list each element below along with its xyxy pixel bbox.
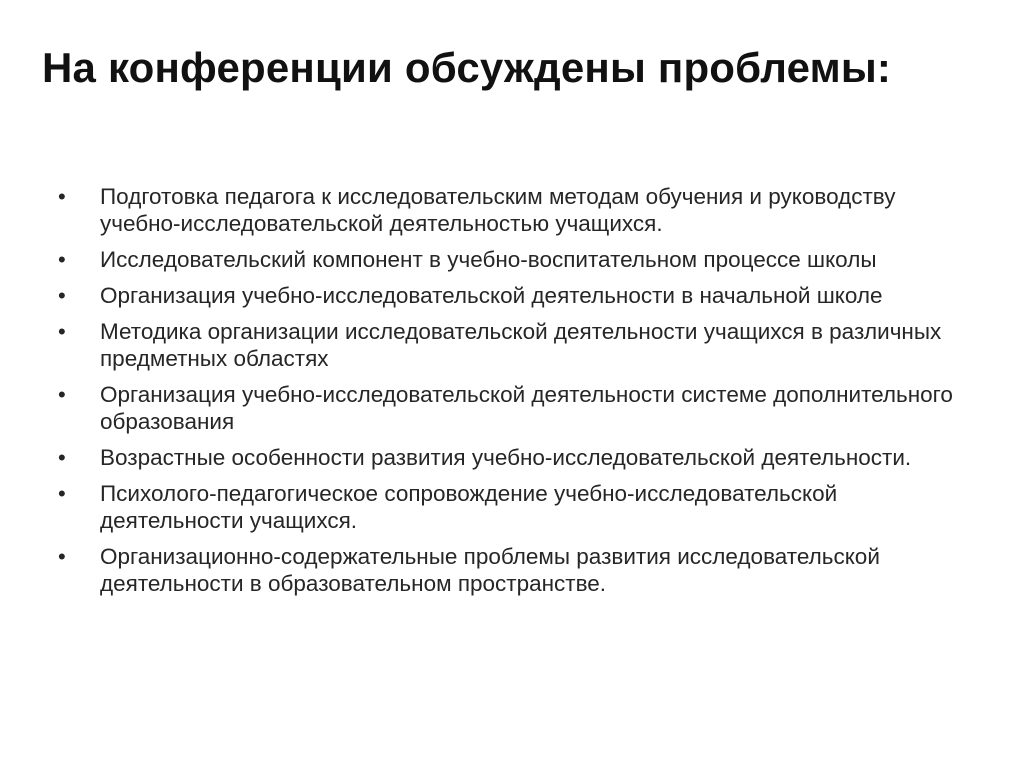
- bullet-icon: •: [58, 283, 66, 308]
- list-item: [58, 318, 978, 372]
- list-item-text: Организация учебно-исследовательской деятельности системе дополнительного образования: [100, 382, 953, 434]
- bullet-icon: •: [58, 445, 66, 470]
- bullet-icon: •: [58, 544, 66, 569]
- list-item: [58, 282, 978, 309]
- list-item-text: Подготовка педагога к исследовательским методам обучения и руководству учебно-исследовательской деятельностью учащихся.: [100, 184, 896, 236]
- bullet-icon: •: [58, 319, 66, 344]
- slide-title: На конференции обсуждены проблемы:: [42, 44, 892, 91]
- list-item-text: Организационно-содержательные проблемы развития исследовательской деятельности в образовательном пространстве.: [100, 544, 880, 596]
- problems-list: [58, 183, 978, 606]
- list-item: [58, 480, 978, 534]
- list-item-text: Возрастные особенности развития учебно-исследовательской деятельности.: [100, 445, 912, 470]
- list-item-text: Психолого-педагогическое сопровождение учебно-исследовательской деятельности учащихся.: [100, 481, 838, 533]
- bullet-icon: •: [58, 481, 66, 506]
- list-item: [58, 444, 978, 471]
- list-item: [58, 246, 978, 273]
- list-item-text: Методика организации исследовательской деятельности учащихся в различных предметных областях: [100, 319, 942, 371]
- bullet-icon: •: [58, 184, 66, 209]
- list-item-text: Организация учебно-исследовательской деятельности в начальной школе: [100, 283, 883, 308]
- list-item: [58, 183, 978, 237]
- bullet-icon: •: [58, 247, 66, 272]
- list-item-text: Исследовательский компонент в учебно-воспитательном процессе школы: [100, 247, 877, 272]
- list-item: [58, 381, 978, 435]
- bullet-icon: •: [58, 382, 66, 407]
- list-item: [58, 543, 978, 597]
